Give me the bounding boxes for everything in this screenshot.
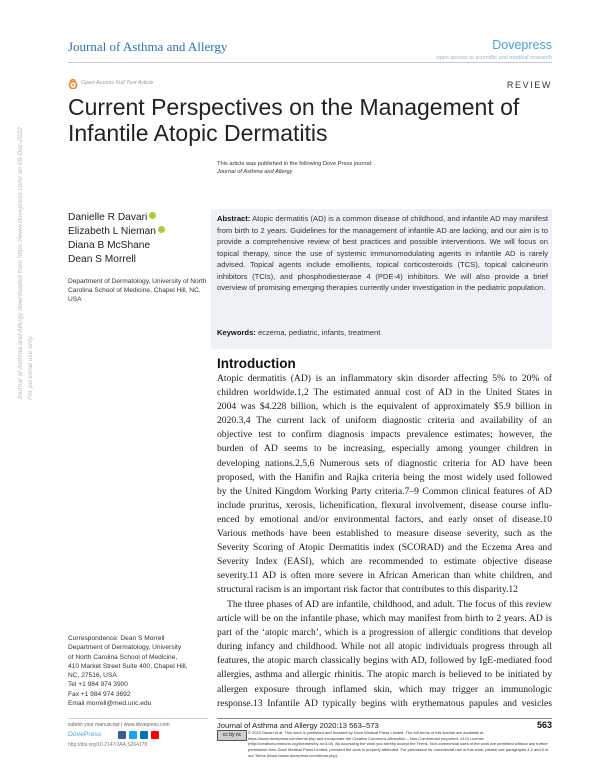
open-access-icon (68, 79, 78, 89)
correspondence-line: of North Carolina School of Medicine, (68, 653, 178, 661)
text-line: proposed, with the Hanifin and Rajka criteria being the most widely used followed (217, 471, 552, 483)
text-line: by the United Kingdom Working Party criteria.7–9 Common clinical features of AD (217, 485, 552, 497)
facebook-icon[interactable] (118, 731, 126, 739)
correspondence-line: 410 Market Street Suite 400, Chapel Hill, (68, 662, 188, 670)
article-type: REVIEW (506, 80, 552, 90)
text-line: structural racism is an important risk factor that contributes to this disparity.12 (217, 584, 518, 596)
text-line: Various methods have been established to measure disease severity, such as the (217, 528, 552, 540)
text-line: developing nations.2,5,6 Numerous sets of diagnostic criteria for AD have been (217, 457, 552, 469)
doi-link[interactable]: http://doi.org/10.2147/JAA.S264178 (68, 742, 148, 748)
text-line: Severity Scoring of Atopic Dermatitis index (SCORAD) and the Eczema Area and (217, 542, 552, 554)
download-watermark (16, 127, 36, 400)
correspondence-line: NC, 27516, USA (68, 672, 117, 680)
text-line: objective test to confirm diagnosis impacts prevalence estimates; however, the (217, 429, 552, 441)
publisher-tagline: open access to scientific and medical research (436, 55, 552, 61)
correspondence-email[interactable]: Email morrell@med.unc.edu (68, 700, 152, 708)
correspondence-label: Correspondence: Dean S Morrell (68, 635, 165, 642)
author: Diana B McShane (68, 240, 151, 251)
text-line: article will be on the infantile phase, which may manifest from birth to 2 years. AD is (217, 613, 552, 625)
author[interactable]: Danielle R Davari (68, 211, 165, 225)
text-line: 2020.3,4 The current lack of uniform diagnostic criteria and availability of an (217, 415, 552, 427)
open-access-label: Open Access Full Text Article (81, 80, 154, 86)
text-line: during infancy and childhood. While not all atopic individuals progress through all (217, 641, 552, 653)
submit-label[interactable]: submit your manuscript (68, 722, 120, 728)
cc-license-badge[interactable]: cc by nc (217, 730, 247, 741)
section-heading-introduction: Introduction (217, 356, 296, 371)
social-links (118, 731, 159, 739)
correspondence-line: Tel +1 984 974 3900 (68, 681, 128, 689)
introduction-paragraph-2 (217, 598, 552, 711)
author[interactable]: Elizabeth L Nieman (68, 225, 165, 239)
header-divider (68, 62, 552, 63)
footer-divider-right (217, 718, 552, 719)
submit-url[interactable]: | www.dovepress.com (121, 722, 170, 728)
orcid-icon[interactable] (149, 212, 156, 219)
footer-divider-left (68, 718, 208, 719)
text-line: include pruritus, xerosis, lichenification, flexural involvement, disease course influ- (217, 499, 552, 511)
text-line: Severity Index (EASI), which are recommended to estimate objective disease (217, 556, 552, 568)
text-line: features, the atopic march classically begins with AD, followed by IgE-mediated food (217, 655, 552, 667)
text-line: children worldwide.1,2 The estimated annual cost of AD in the United States in (217, 387, 552, 399)
youtube-icon[interactable] (151, 731, 159, 739)
text-line: enced by emotional and/or environmental factors, and early onset of disease.10 (217, 513, 552, 525)
watermark-line-2: For personal use only. (27, 335, 34, 400)
author-affiliation: Department of Dermatology, University of North Carolina School of Medicine, Chapel Hill, NC, USA (68, 278, 207, 304)
text-line: Atopic dermatitis (AD) is an inflammatory skin disorder affecting 5% to 20% of (217, 373, 552, 384)
author-list (68, 211, 165, 267)
text-line: The three phases of AD are infantile, childhood, and adult. The focus of this review (227, 599, 552, 610)
correspondence-line: Fax +1 984 974 3692 (68, 690, 131, 698)
license-text: © 2020 Davari et al. This work is published and licensed by Dove Medical Press Limited. The full terms of this license are available at https://www.dovepress.com/terms.php and incorporate the Creative Commons Attribution – Non Commercial (unported, v3.0) License (http://creativecommons.org/licenses/by-nc/3.0/). By accessing the work you hereby accept the Terms. Non-commercial uses of the work are permitted without any further permission from Dove Medical Press Limited, provided the work is properly attributed. For permission for commercial use of this work, please see paragraphs 4.2 and 5 of our Terms (https://www.dovepress.com/terms.php). (248, 730, 549, 758)
text-line: burden of AD seems to be increasing, especially among younger children in (217, 443, 552, 455)
twitter-icon[interactable] (129, 731, 137, 739)
publication-journal: Journal of Asthma and Allergy (217, 169, 293, 175)
abstract-text: Atopic dermatitis (AD) is a common disease of childhood, and infantile AD may manifest from birth to 2 years. Guidelines for the management of infantile AD are lacking, and our aim is to provide a comprehensive review of best practices and possible interventions. We will focus on topical therapy, since the use of systemic immunomodulating agents in infantile AD is rarely advised. Topical agents include emollients, topical corticosteroids (TCS), topical calcineurin inhibitors (TCIs), and phosphodiesterase 4 (PDE-4) inhibitors. We will also provide a brief overview of promising emerging therapies currently under investigation in the pediatric population. (217, 214, 548, 293)
abstract (217, 213, 548, 294)
keywords-text: eczema, pediatric, infants, treatment (257, 328, 381, 337)
linkedin-icon[interactable] (140, 731, 148, 739)
keywords (217, 327, 548, 338)
publisher-logo[interactable]: Dovepress (492, 38, 552, 52)
page-number: 563 (536, 720, 552, 730)
text-line: response.13 Infantile AD typically begins with erythematous papules and vesicles (217, 697, 552, 709)
keywords-label: Keywords: (217, 328, 256, 337)
text-line: severity.11 AD is often more severe in African American than white children, and (217, 570, 552, 582)
orcid-icon[interactable] (158, 226, 165, 233)
text-line: part of the ‘atopic march’, which is a progression of allergic conditions that develop (217, 627, 552, 639)
text-line: allergen exposure through inflamed skin, which may trigger an immunologic (217, 683, 552, 695)
abstract-label: Abstract: (217, 214, 251, 223)
correspondence (68, 634, 208, 708)
journal-name[interactable]: Journal of Asthma and Allergy (68, 39, 228, 54)
submit-manuscript-link[interactable] (68, 722, 170, 728)
dovepress-small-logo[interactable]: DovePress (68, 731, 102, 738)
article-title: Current Perspectives on the Management of Infantile Atopic Dermatitis (68, 94, 520, 146)
introduction-paragraph-1 (217, 372, 552, 598)
publication-note: This article was published in the following Dove Press journal: (217, 161, 373, 167)
text-line: allergies, asthma and allergic rhinitis. The atopic march is believed to be initiated by (217, 669, 552, 681)
watermark-line-1: Journal of Asthma and Allergy downloaded from https://www.dovepress.com/ on 09-Dec-2022 (17, 127, 24, 400)
author: Dean S Morrell (68, 254, 136, 265)
correspondence-line: Department of Dermatology, University (68, 644, 182, 652)
article-citation: Journal of Asthma and Allergy 2020:13 563–573 (217, 721, 379, 730)
text-line: 2004 was $4.228 billion, which is the equivalent of approximately $5.9 billion in (217, 401, 552, 413)
